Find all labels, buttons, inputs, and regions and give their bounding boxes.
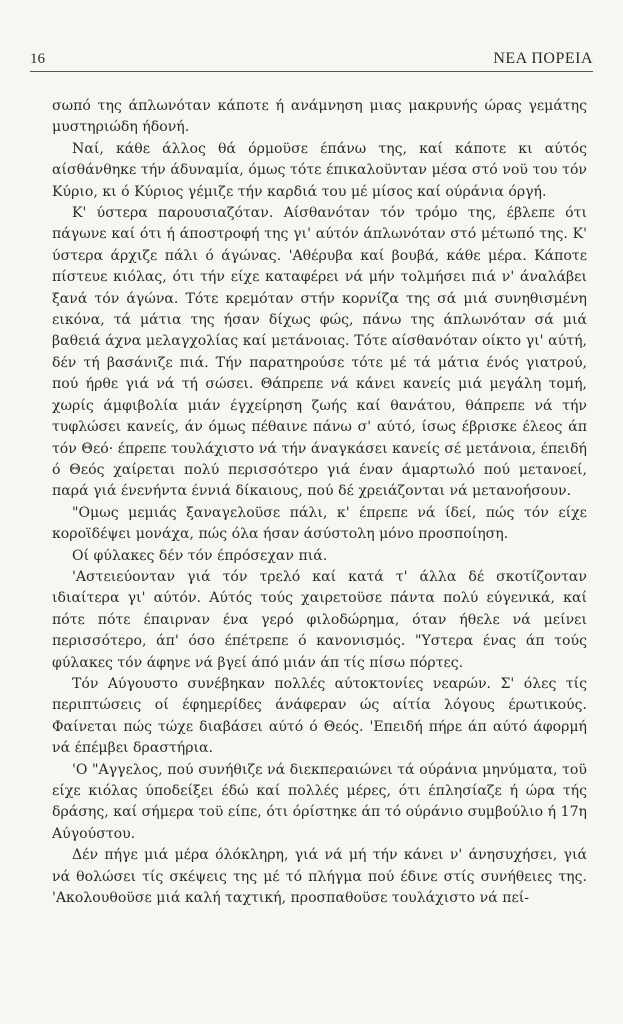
paragraph: Οί φύλακες δέν τόν έπρόσεχαν πιά. [72,547,328,564]
paragraph: Τόν Αύγουστο συνέβηκαν πολλές αύτοκτονίες νεαρών. Σ' όλες τίς περιπτώσεις οί έφημερίδες άνάφεραν ώς αίτία λόγους έρωτικούς. Φαίνεται πώς τώχε διαβάσει αύτό ό Θεός. 'Επειδή πήρε άπ αύτό άφορμή νά έπέμβει δραστήρια. [52,675,587,757]
body-text [52,96,587,909]
paragraph: 'Αστειεύονταν γιά τόν τρελό καί κατά τ' άλλα δέ σκοτίζονταν ιδιαίτερα γι' αύτόν. Αύτός τούς χαιρετοϋσε πάντα πολύ εύγενικά, καί πότε πότε έπαιρναν ένα γερό φιλοδώρημα, όταν ήθελε νά μείνει περισσότερο, άπ' όσο έπέτρεπε ό κανονισμός. "Υστερα ένας άπ τούς φύλακες τόν άφηνε νά βγεί άπό μιάν άπ τίς πίσω πόρτες. [52,568,587,671]
paragraph: Δέν πήγε μιά μέρα όλόκληρη, γιά νά μή τήν κάνει ν' άνησυχήσει, γιά νά θολώσει τίς σκέψεις της μέ τό πλήγμα πού έδινε στίς συνήθειες της. 'Ακολουθοϋσε μιά καλή ταχτική, προσπαθοϋσε τουλάχιστο νά πεί- [52,847,587,907]
header-rule [30,71,593,72]
page-number: 16 [30,51,45,67]
paragraph: Κ' ύστερα παρουσιαζόταν. Αίσθανόταν τόν τρόμο της, έβλεπε ότι πάγωνε καί ότι ή άποστροφή της γι' αύτόν άπλωνόταν στό μέτωπό της. Κ' ύστερα άρχιζε πάλι ό άγώνας. 'Αθέρυβα καί βουβά, κάθε μέρα. Κάποτε πίστευε κιόλας, ότι τήν είχε καταφέρει νά μήν τολμήσει πιά ν' άναλάβει ξανά τόν άγώνα. Τότε κρεμόταν στήν κορνίζα της σά μιά συνηθισμένη εικόνα, τά μάτια της ήσαν δίχως φώς, πάνω της άπλωνόταν σά μιά βαθειά άχνα μελαγχολίας καί μετάνοιας. Τότε αίσθανόταν οίκτο γι' αύτή, δέν τή βασάνιζε πιά. Τήν παρατηρούσε τότε μέ τά μάτια ένός γιατρού, πού ήρθε γιά νά τή σώσει. Θάπρεπε νά κάνει κανείς μιά μεγάλη τομή, χωρίς άμφιβολία μιάν έγχείρηση ζωής καί θανάτου, θάπρεπε νά τήν τυφλώσει κανείς, άν όμως πέθαινε πάνω σ' αύτό, ίσως έβρισκε έλεος άπ τόν Θεό· έπρεπε τουλάχιστο νά τήν άναγκάσει κανείς σέ μετάνοια, έπειδή ό Θεός χαίρεται πολύ περισσότερο γιά έναν άμαρτωλό πού μετανοεί, παρά γιά ένενήντα έννιά δίκαιους, πού δέ χρειάζονται νά μετανοήσουν. [52,205,587,500]
running-title: ΝΕΑ ΠΟΡΕΙΑ [493,50,593,67]
paragraph: σωπό της άπλωνόταν κάποτε ή ανάμνηση μιας μακρυνής ώρας γεμάτης μυστηριώδη ήδονή. [52,98,587,136]
paragraph: Ναί, κάθε άλλος θά όρμοϋσε έπάνω της, καί κάποτε κι αύτός αίσθάνθηκε τήν άδυναμία, όμως τότε έπικαλοϋνταν μέσα στό νοϋ του τόν Κύριο, κι ό Κύριος γέμιζε τήν καρδιά του μέ μίσος καί ούράνια όργή. [52,140,587,200]
paragraph: "Ομως μεμιάς ξαναγελοϋσε πάλι, κ' έπρεπε νά ίδεί, πώς τόν είχε κοροϊδέψει μονάχα, πώς όλα ήσαν άσύστολη μόνο προσποίηση. [52,504,587,543]
paragraph: 'Ο "Αγγελος, πού συνήθιζε νά διεκπεραιώνει τά ούράνια μηνύματα, τοϋ είχε κιόλας ύποδείξει έδώ καί πολλές μέρες, ότι έπλησίαζε ή ώρα τής δράσης, καί σήμερα τοϋ είπε, ότι όρίστηκε άπ τό ούράνιο συμβούλιο ή 17η Αύγούστου. [52,761,587,842]
running-header [30,46,593,68]
